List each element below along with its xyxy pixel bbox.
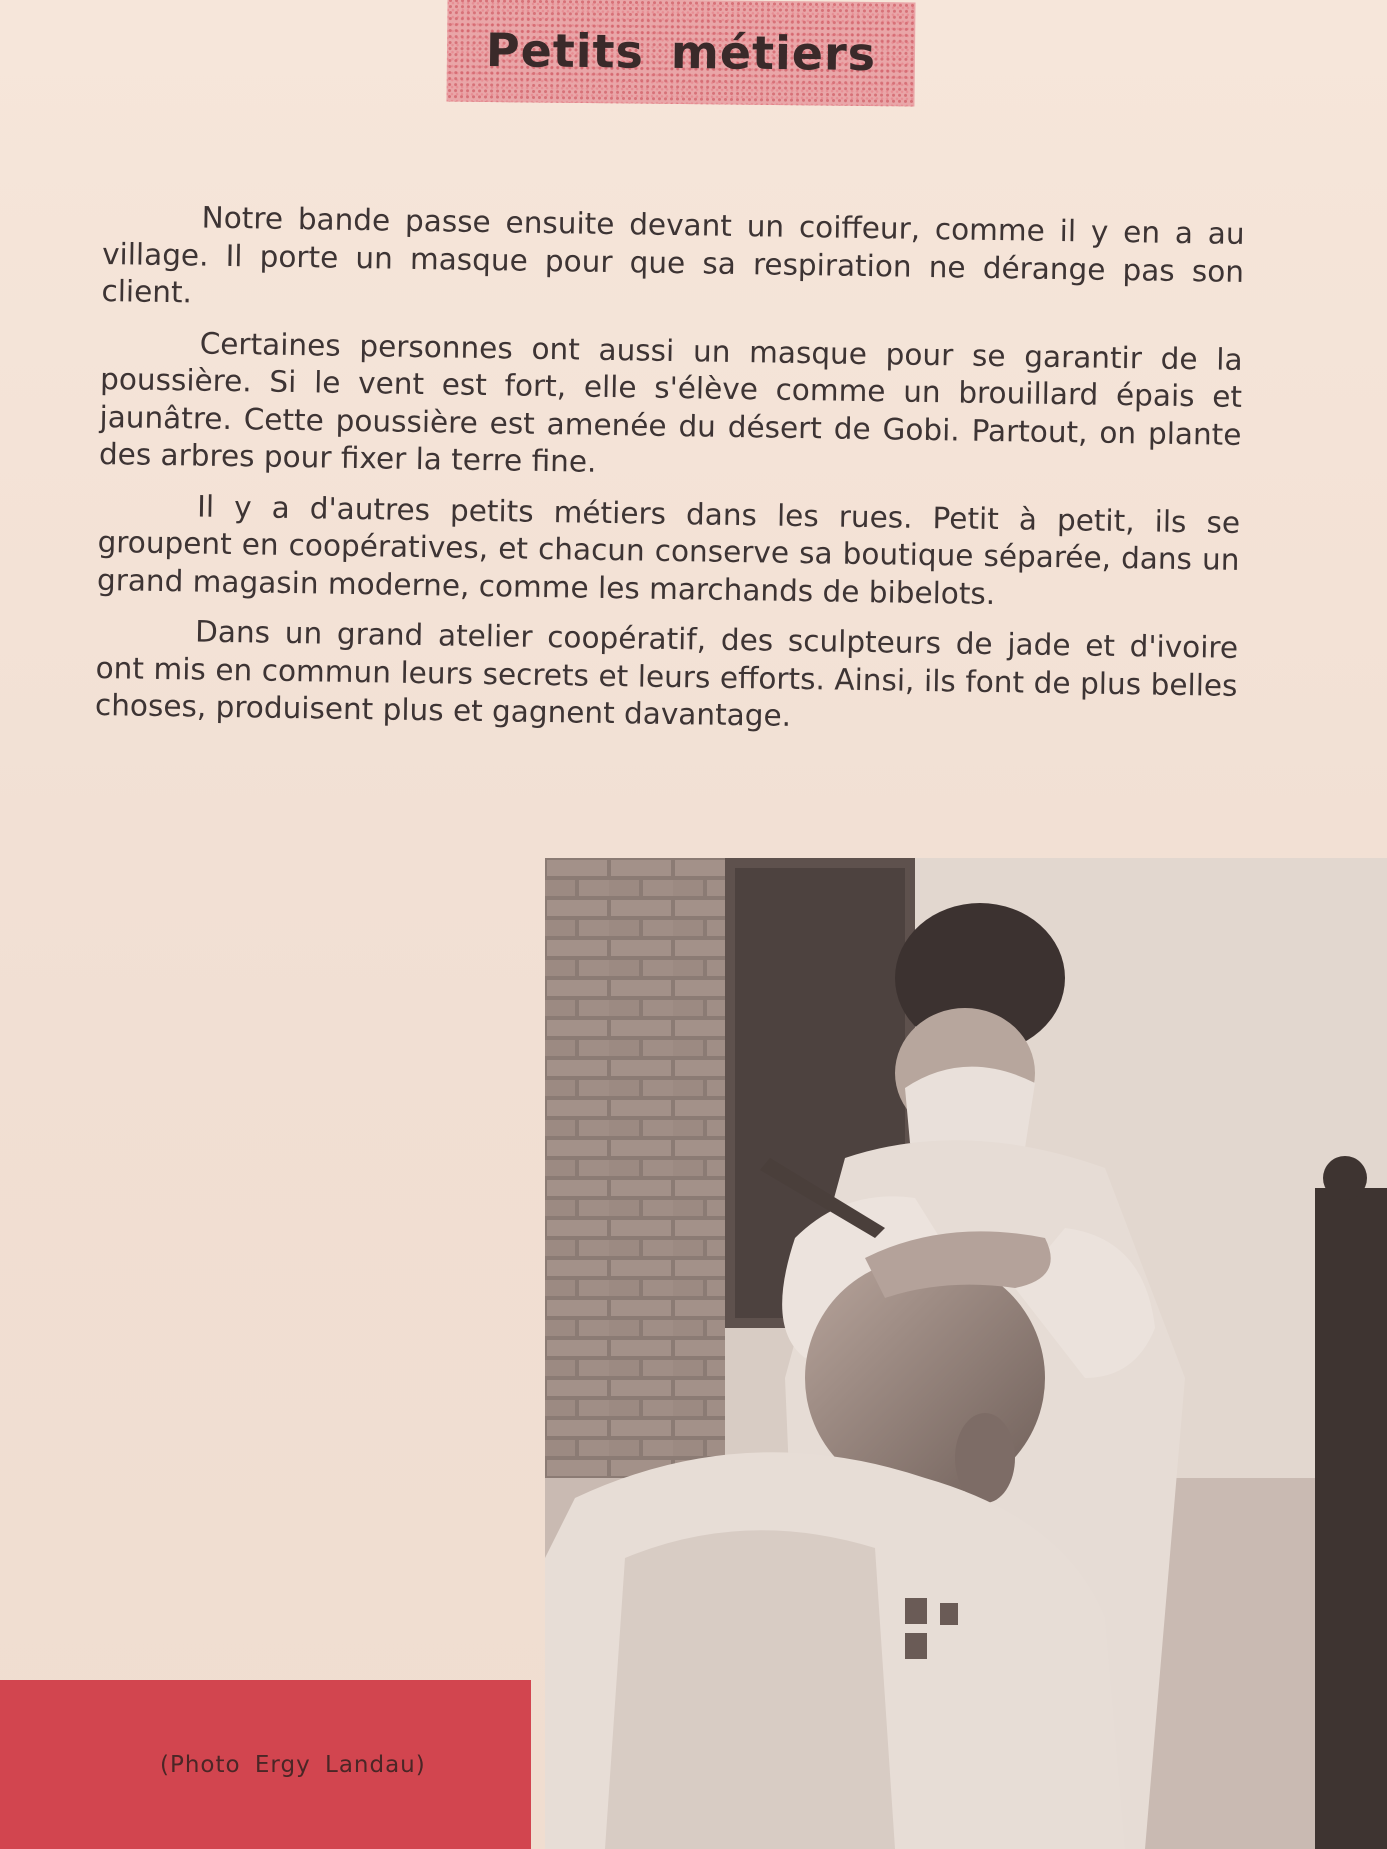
paragraph-2: Certaines personnes ont aussi un masque pour se garantir de la poussière. Si le vent est fort, elle s'élève comme un brouillard épais et jaunâtre. Cette poussière est amenée du désert de Gobi. Partout, on plante des arbres pour fixer la terre fine. (98, 326, 1243, 479)
paragraph-1: Notre bande passe ensuite devant un coiffeur, comme il y en a au village. Il porte un masque pour que sa respiration ne dérange pas son client. (101, 200, 1245, 310)
barber-illustration (545, 858, 1387, 1849)
title-banner (446, 0, 915, 106)
barber-photo (545, 858, 1387, 1849)
paragraph-4: Dans un grand atelier coopératif, des sculpteurs de jade et d'ivoire ont mis en commun leurs secrets et leurs efforts. Ainsi, ils font de plus belles choses, produisent plus et gagnent davantage. (94, 614, 1239, 733)
paragraph-3: Il y a d'autres petits métiers dans les rues. Petit à petit, ils se groupent en coopératives, et chacun conserve sa boutique séparée, dans un grand magasin moderne, comme les marchands de bibelots. (96, 489, 1241, 611)
body-text (95, 198, 1245, 755)
photo-credit: (Photo Ergy Landau) (160, 1752, 426, 1778)
page-title: Petits métiers (485, 22, 877, 82)
